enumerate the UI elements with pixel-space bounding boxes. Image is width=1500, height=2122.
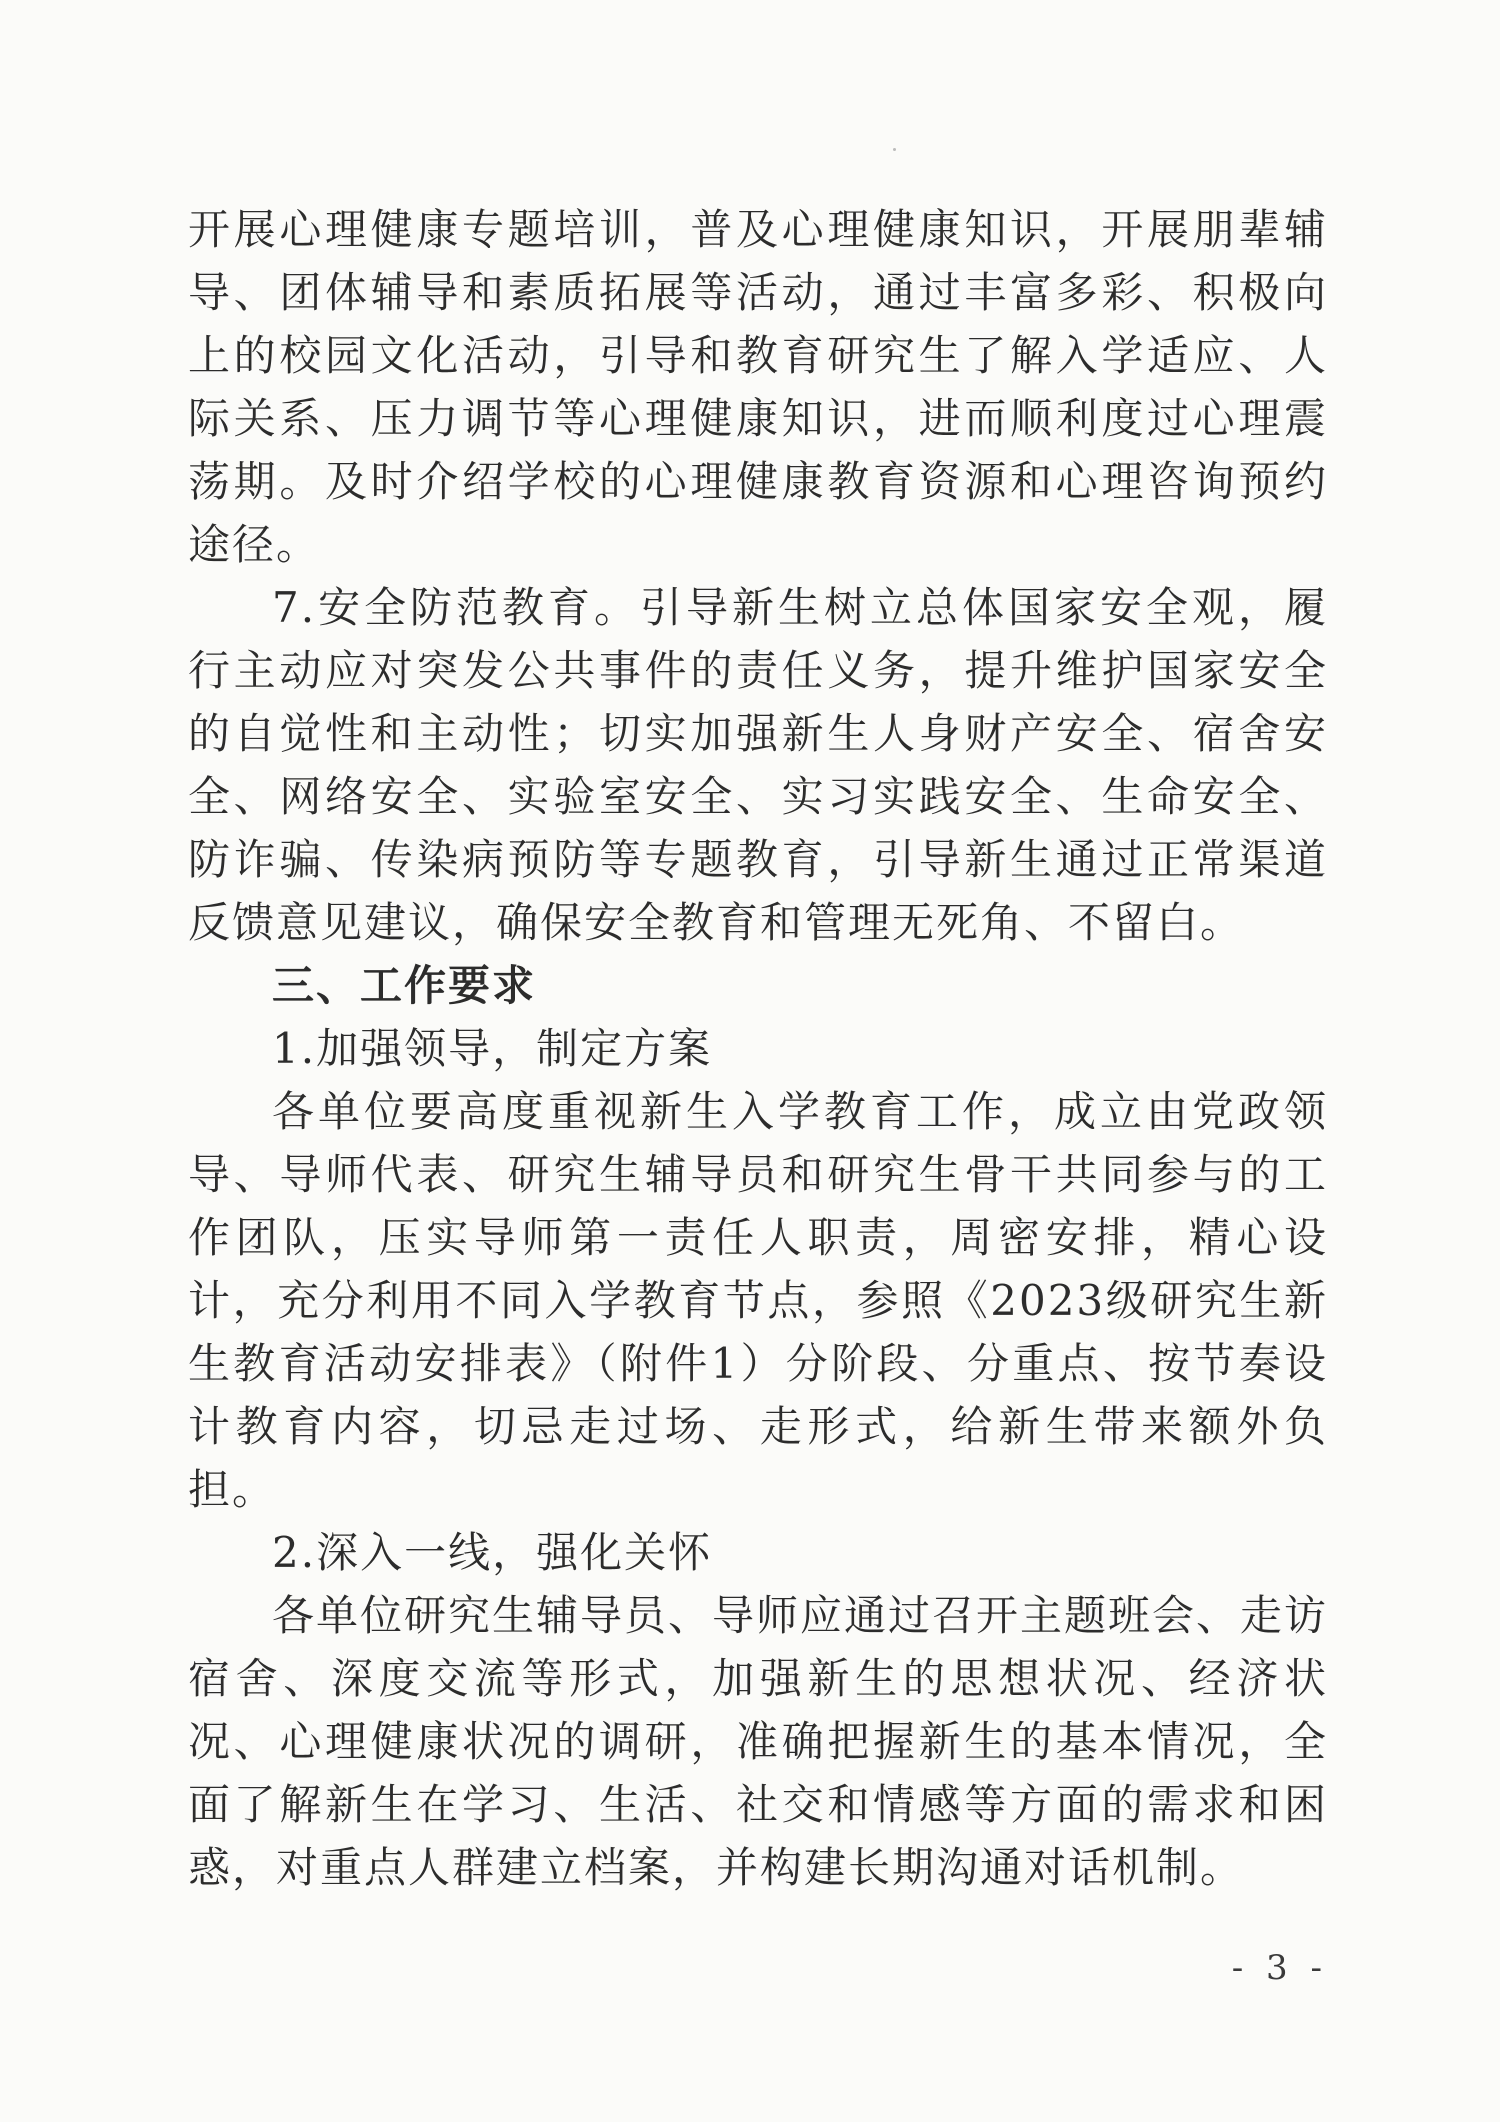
paragraph-safety-education: 7.安全防范教育。引导新生树立总体国家安全观，履行主动应对突发公共事件的责任义务，提升维护国家安全的自觉性和主动性；切实加强新生人身财产安全、宿舍安全、网络安全、实验室安全、实习实践安全、生命安全、防诈骗、传染病预防等专题教育，引导新生通过正常渠道反馈意见建议，确保安全教育和管理无死角、不留白。	[188, 583, 1328, 947]
page-number: - 3 -	[1231, 1948, 1328, 1988]
document-body	[188, 198, 1328, 1899]
subheading-leadership: 1.加强领导，制定方案	[272, 1024, 713, 1073]
scan-speck	[893, 148, 896, 151]
section-heading-work-requirements: 三、工作要求	[272, 961, 537, 1010]
paragraph-care: 各单位研究生辅导员、导师应通过召开主题班会、走访宿舍、深度交流等形式，加强新生的思想状况、经济状况、心理健康状况的调研，准确把握新生的基本情况，全面了解新生在学习、生活、社交和情感等方面的需求和困惑，对重点人群建立档案，并构建长期沟通对话机制。	[188, 1591, 1329, 1892]
paragraph-mental-health-continued: 开展心理健康专题培训，普及心理健康知识，开展朋辈辅导、团体辅导和素质拓展等活动，通过丰富多彩、积极向上的校园文化活动，引导和教育研究生了解入学适应、人际关系、压力调节等心理健康知识，进而顺利度过心理震荡期。及时介绍学校的心理健康教育资源和心理咨询预约途径。	[188, 205, 1328, 569]
subheading-care: 2.深入一线，强化关怀	[272, 1528, 713, 1577]
paragraph-leadership: 各单位要高度重视新生入学教育工作，成立由党政领导、导师代表、研究生辅导员和研究生骨干共同参与的工作团队，压实导师第一责任人职责，周密安排，精心设计，充分利用不同入学教育节点，参照《2023级研究生新生教育活动安排表》（附件1）分阶段、分重点、按节奏设计教育内容，切忌走过场、走形式，给新生带来额外负担。	[188, 1087, 1328, 1514]
